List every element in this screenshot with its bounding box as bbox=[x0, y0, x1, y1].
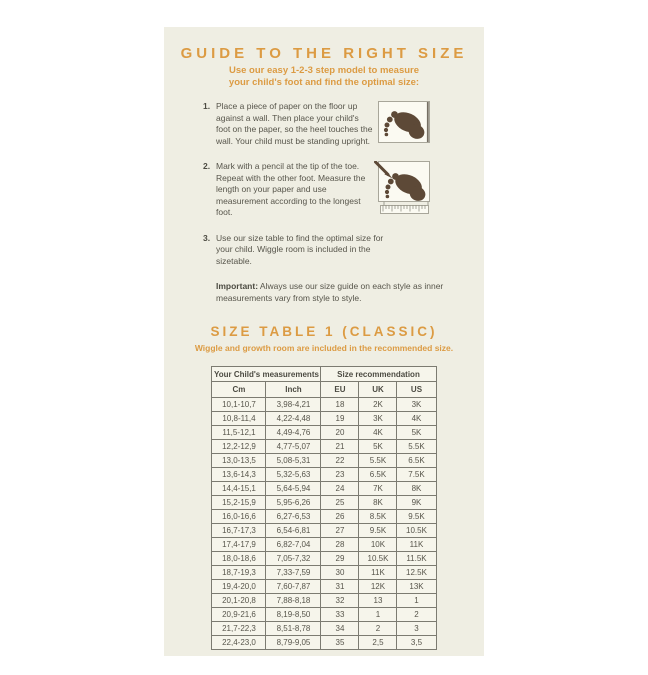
table-cell: 33 bbox=[321, 608, 359, 622]
size-table-title: SIZE TABLE 1 (CLASSIC) bbox=[210, 324, 438, 339]
table-cell: 11K bbox=[359, 566, 397, 580]
table-cell: 15,2-15,9 bbox=[212, 496, 266, 510]
table-cell: 2 bbox=[359, 622, 397, 636]
important-label: Important: bbox=[216, 281, 259, 291]
table-cell: 7,33-7,59 bbox=[266, 566, 321, 580]
table-cell: 5,32-5,63 bbox=[266, 468, 321, 482]
step-3-number: 3. bbox=[203, 232, 211, 243]
table-cell: 2,5 bbox=[359, 636, 397, 650]
table-row bbox=[212, 468, 436, 482]
table-cell: 27 bbox=[321, 524, 359, 538]
table-cell: 20,1-20,8 bbox=[212, 594, 266, 608]
table-cell: 3K bbox=[397, 398, 436, 412]
guide-subtitle-line1: Use our easy 1-2-3 step model to measure bbox=[228, 65, 420, 76]
table-cell: 11.5K bbox=[397, 552, 436, 566]
table-cell: 7.5K bbox=[397, 468, 436, 482]
table-cell: 18,0-18,6 bbox=[212, 552, 266, 566]
table-cell: 5,08-5,31 bbox=[266, 454, 321, 468]
header-size-recommendation: Size recommendation bbox=[321, 367, 436, 382]
table-cell: 9.5K bbox=[359, 524, 397, 538]
table-cell: 11,5-12,1 bbox=[212, 426, 266, 440]
table-cell: 6,54-6,81 bbox=[266, 524, 321, 538]
size-guide-panel bbox=[164, 27, 484, 656]
table-cell: 18,7-19,3 bbox=[212, 566, 266, 580]
table-cell: 8,79-9,05 bbox=[266, 636, 321, 650]
table-cell: 5K bbox=[359, 440, 397, 454]
table-cell: 8K bbox=[359, 496, 397, 510]
table-cell: 21,7-22,3 bbox=[212, 622, 266, 636]
table-row bbox=[212, 496, 436, 510]
table-cell: 11K bbox=[397, 538, 436, 552]
table-cell: 5K bbox=[397, 426, 436, 440]
table-cell: 5,64-5,94 bbox=[266, 482, 321, 496]
pencil-mark-measure-illustration bbox=[374, 161, 430, 215]
table-cell: 10,1-10,7 bbox=[212, 398, 266, 412]
table-cell: 21 bbox=[321, 440, 359, 454]
table-cell: 3 bbox=[397, 622, 436, 636]
table-cell: 16,7-17,3 bbox=[212, 524, 266, 538]
table-row bbox=[212, 622, 436, 636]
important-note bbox=[164, 281, 484, 304]
important-text: Always use our size guide on each style as inner measurements vary from style to style. bbox=[216, 281, 444, 303]
column-header-us: US bbox=[397, 382, 436, 398]
table-cell: 12K bbox=[359, 580, 397, 594]
table-cell: 13 bbox=[359, 594, 397, 608]
step-1-text: Place a piece of paper on the floor up against a wall. Then place your child's foot on the paper, so the heel touches the wall. Your child must be standing upright. bbox=[216, 101, 373, 146]
table-cell: 13,6-14,3 bbox=[212, 468, 266, 482]
table-cell: 10.5K bbox=[359, 552, 397, 566]
table-row bbox=[212, 454, 436, 468]
table-cell: 32 bbox=[321, 594, 359, 608]
footprint-wall-icon bbox=[378, 101, 430, 143]
table-row bbox=[212, 412, 436, 426]
table-row bbox=[212, 608, 436, 622]
table-cell: 10,8-11,4 bbox=[212, 412, 266, 426]
table-cell: 6,27-6,53 bbox=[266, 510, 321, 524]
table-cell: 4,49-4,76 bbox=[266, 426, 321, 440]
table-cell: 7,60-7,87 bbox=[266, 580, 321, 594]
table-cell: 16,0-16,6 bbox=[212, 510, 266, 524]
table-cell: 5,95-6,26 bbox=[266, 496, 321, 510]
table-cell: 8.5K bbox=[359, 510, 397, 524]
table-cell: 7,05-7,32 bbox=[266, 552, 321, 566]
table-cell: 10.5K bbox=[397, 524, 436, 538]
table-cell: 24 bbox=[321, 482, 359, 496]
column-header-row bbox=[212, 382, 436, 398]
table-cell: 2K bbox=[359, 398, 397, 412]
size-table bbox=[211, 366, 436, 650]
table-cell: 9.5K bbox=[397, 510, 436, 524]
table-row bbox=[212, 510, 436, 524]
table-cell: 25 bbox=[321, 496, 359, 510]
table-cell: 1 bbox=[397, 594, 436, 608]
steps-list bbox=[164, 101, 484, 267]
table-cell: 3,5 bbox=[397, 636, 436, 650]
table-cell: 7K bbox=[359, 482, 397, 496]
table-cell: 12.5K bbox=[397, 566, 436, 580]
table-cell: 17,4-17,9 bbox=[212, 538, 266, 552]
table-cell: 4,77-5,07 bbox=[266, 440, 321, 454]
table-cell: 18 bbox=[321, 398, 359, 412]
header-group-row bbox=[212, 367, 436, 382]
table-cell: 34 bbox=[321, 622, 359, 636]
table-cell: 13,0-13,5 bbox=[212, 454, 266, 468]
table-cell: 30 bbox=[321, 566, 359, 580]
ruler-icon bbox=[381, 206, 429, 214]
table-cell: 6,82-7,04 bbox=[266, 538, 321, 552]
table-row bbox=[212, 426, 436, 440]
guide-subtitle bbox=[164, 65, 484, 89]
table-cell: 20 bbox=[321, 426, 359, 440]
table-cell: 28 bbox=[321, 538, 359, 552]
step-3 bbox=[203, 233, 430, 268]
table-cell: 8K bbox=[397, 482, 436, 496]
table-cell: 4K bbox=[359, 426, 397, 440]
table-row bbox=[212, 524, 436, 538]
step-1 bbox=[203, 101, 430, 147]
table-cell: 8,51-8,78 bbox=[266, 622, 321, 636]
step-1-number: 1. bbox=[203, 101, 211, 111]
table-row bbox=[212, 440, 436, 454]
foot-against-wall-illustration bbox=[378, 101, 430, 143]
table-cell: 35 bbox=[321, 636, 359, 650]
table-cell: 13K bbox=[397, 580, 436, 594]
table-cell: 12,2-12,9 bbox=[212, 440, 266, 454]
table-cell: 19 bbox=[321, 412, 359, 426]
table-cell: 31 bbox=[321, 580, 359, 594]
table-cell: 20,9-21,6 bbox=[212, 608, 266, 622]
table-cell: 22,4-23,0 bbox=[212, 636, 266, 650]
size-table-header bbox=[212, 367, 436, 398]
column-header-inch: Inch bbox=[266, 382, 321, 398]
table-cell: 1 bbox=[359, 608, 397, 622]
table-cell: 22 bbox=[321, 454, 359, 468]
guide-title: GUIDE TO THE RIGHT SIZE bbox=[180, 45, 468, 62]
table-row bbox=[212, 594, 436, 608]
table-row bbox=[212, 552, 436, 566]
table-cell: 7,88-8,18 bbox=[266, 594, 321, 608]
table-cell: 26 bbox=[321, 510, 359, 524]
footprint-pencil-ruler-icon bbox=[374, 161, 430, 215]
table-row bbox=[212, 580, 436, 594]
table-cell: 19,4-20,0 bbox=[212, 580, 266, 594]
table-cell: 23 bbox=[321, 468, 359, 482]
table-row bbox=[212, 398, 436, 412]
header-measurements: Your Child's measurements bbox=[212, 367, 321, 382]
table-row bbox=[212, 566, 436, 580]
table-row bbox=[212, 636, 436, 650]
column-header-eu: EU bbox=[321, 382, 359, 398]
column-header-cm: Cm bbox=[212, 382, 266, 398]
table-row bbox=[212, 482, 436, 496]
size-table-subtitle: Wiggle and growth room are included in the recommended size. bbox=[194, 343, 454, 353]
table-cell: 29 bbox=[321, 552, 359, 566]
table-cell: 5.5K bbox=[397, 440, 436, 454]
table-cell: 4K bbox=[397, 412, 436, 426]
step-2-number: 2. bbox=[203, 161, 211, 171]
table-cell: 6.5K bbox=[359, 468, 397, 482]
table-cell: 3K bbox=[359, 412, 397, 426]
table-cell: 6.5K bbox=[397, 454, 436, 468]
step-3-text: Use our size table to find the optimal size for your child. Wiggle room is included in the sizetable. bbox=[216, 232, 384, 266]
table-row bbox=[212, 538, 436, 552]
guide-subtitle-line2: your child's foot and find the optimal size: bbox=[228, 77, 420, 88]
table-cell: 8,19-8,50 bbox=[266, 608, 321, 622]
table-cell: 3,98-4,21 bbox=[266, 398, 321, 412]
step-2-text: Mark with a pencil at the tip of the toe. Repeat with the other foot. Measure the length on your paper and use measurement according to the longest foot. bbox=[216, 161, 366, 217]
page-background bbox=[0, 27, 648, 675]
table-cell: 10K bbox=[359, 538, 397, 552]
table-cell: 2 bbox=[397, 608, 436, 622]
table-cell: 5.5K bbox=[359, 454, 397, 468]
column-header-uk: UK bbox=[359, 382, 397, 398]
table-cell: 4,22-4,48 bbox=[266, 412, 321, 426]
size-table-body bbox=[212, 398, 436, 650]
step-2 bbox=[203, 161, 430, 219]
table-cell: 9K bbox=[397, 496, 436, 510]
table-cell: 14,4-15,1 bbox=[212, 482, 266, 496]
